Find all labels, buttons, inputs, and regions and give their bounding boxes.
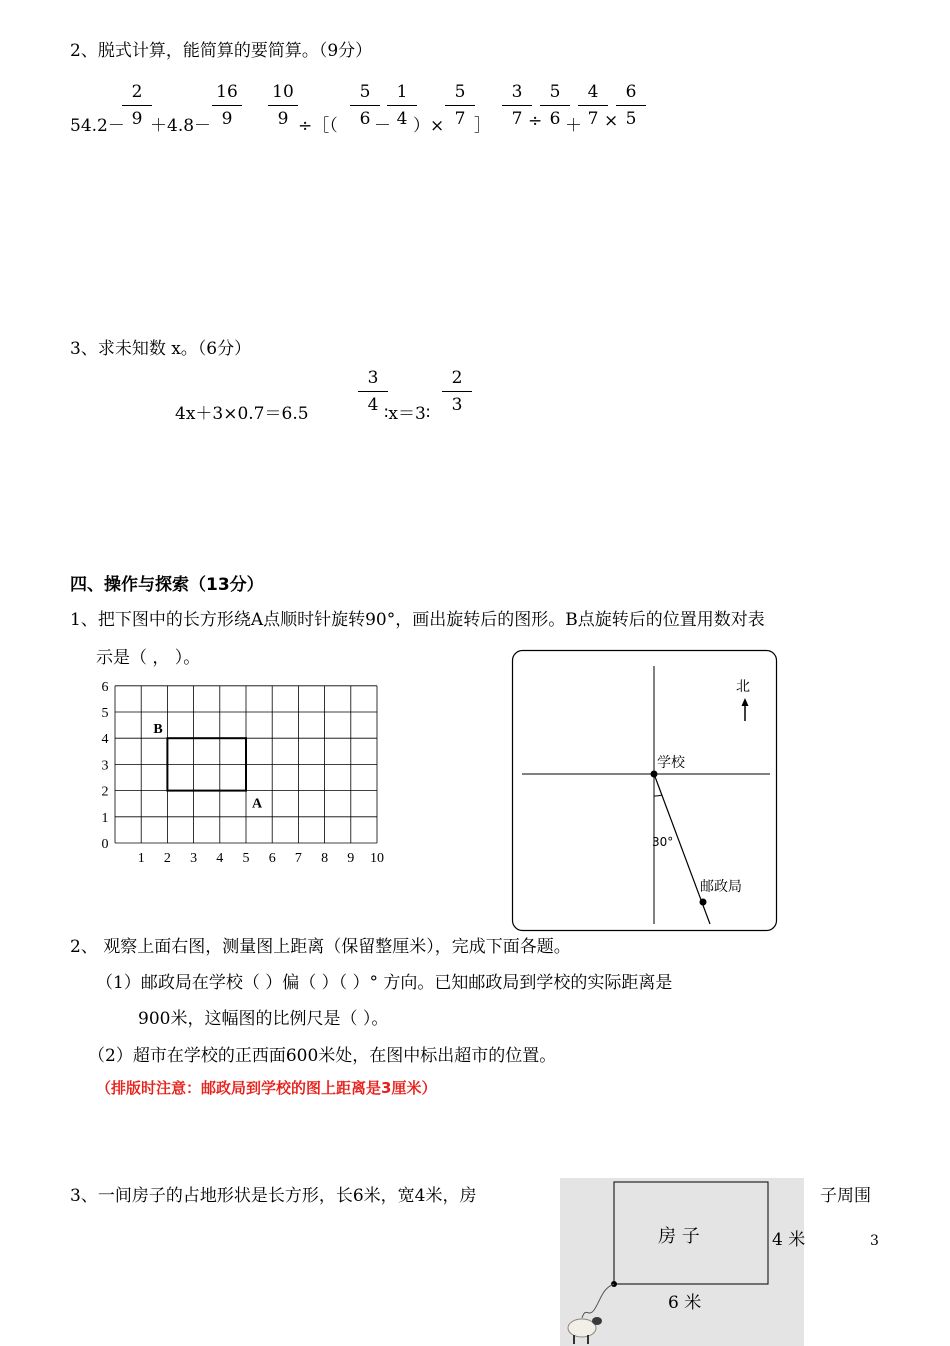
expr2-op-1: ÷［（ [298, 116, 338, 136]
x-axis-tick-label: 9 [347, 851, 355, 866]
q3-equation-1: 4x＋3×0.7＝6.5 [175, 404, 309, 424]
x-axis-tick-label: 5 [242, 851, 250, 866]
layout-note: （排版时注意：邮政局到学校的图上距离是3厘米） [96, 1079, 437, 1097]
expr2-op-2: － [374, 116, 391, 136]
expr2-fraction-1: $\frac{10}{9}$ [268, 84, 298, 128]
x-axis-tick-label: 6 [268, 851, 276, 866]
x-axis-tick-label: 7 [294, 851, 302, 866]
length-label: 6 米 [668, 1293, 702, 1313]
post-office-label: 邮政局 [700, 879, 742, 895]
rope-line [582, 1284, 614, 1318]
section-4-q2-1-line-1: （1）邮政局在学校（ ）偏（ ）（ ）° 方向。已知邮政局到学校的实际距离是 [96, 973, 673, 993]
x-axis-tick-label: 4 [216, 851, 224, 866]
point-b-label: B [153, 722, 163, 738]
section-4-title: 四、操作与探索（13分） [70, 575, 264, 595]
x-axis-tick-label: 1 [137, 851, 145, 866]
expr2-fraction-4: $\frac{5}{7}$ [445, 84, 475, 128]
expr3-op-2: ＋ [565, 116, 582, 136]
expr3-op-3: × [604, 111, 619, 131]
q2-title: 2、脱式计算，能简算的要简算。（9分） [70, 41, 373, 61]
y-axis-tick-label: 5 [101, 706, 109, 721]
eq2-fraction-1: $\frac{3}{4}$ [358, 370, 388, 414]
house-figure [560, 1178, 804, 1346]
section-4-q2-1-line-2: 900米，这幅图的比例尺是（ ）。 [138, 1009, 389, 1029]
y-axis-tick-label: 3 [101, 758, 109, 774]
y-axis-tick-label: 0 [101, 837, 109, 852]
expr3-fraction-4: $\frac{6}{5}$ [616, 84, 646, 128]
x-axis-tick-label: 8 [321, 851, 329, 866]
y-axis-tick-label: 2 [101, 784, 109, 800]
x-axis-tick-label: 10 [370, 851, 384, 866]
section-4-q1-line-2: 示是（ ， ）。 [96, 648, 201, 668]
width-label: 4 米 [772, 1230, 806, 1250]
sheep-icon [568, 1317, 602, 1344]
expr3-fraction-1: $\frac{3}{7}$ [502, 84, 532, 128]
point-a-label: A [252, 796, 263, 812]
school-label: 学校 [657, 755, 685, 771]
expr1-mid: ＋4.8－ [150, 116, 212, 136]
section-4-q2-2: （2）超市在学校的正西面600米处，在图中标出超市的位置。 [88, 1046, 557, 1066]
expr1-fraction-1: $\frac{2}{9}$ [122, 84, 152, 128]
house-diagram [560, 1178, 804, 1346]
section-4-q3-text: 3、一间房子的占地形状是长方形，长6米，宽4米，房 [70, 1186, 477, 1206]
expr2-fraction-2: $\frac{5}{6}$ [350, 84, 380, 128]
y-axis-tick-label: 1 [101, 810, 109, 826]
section-4-q3-text-continued: 子周围 [820, 1186, 871, 1206]
angle-label: 30° [652, 835, 674, 849]
section-4-q2-title: 2、 观察上面右图，测量图上距离（保留整厘米），完成下面各题。 [70, 937, 571, 957]
q3-title: 3、求未知数 x。（6分） [70, 339, 252, 359]
y-axis-tick-label: 4 [101, 732, 109, 748]
expr1-fraction-2: $\frac{16}{9}$ [212, 84, 242, 128]
expr2-fraction-3: $\frac{1}{4}$ [387, 84, 417, 128]
house-label: 房 子 [658, 1226, 700, 1247]
x-axis-tick-label: 2 [163, 851, 171, 866]
expr3-fraction-3: $\frac{4}{7}$ [578, 84, 608, 128]
school-point [651, 771, 658, 778]
expr2-op-3: ）× [413, 116, 445, 136]
eq2-fraction-2: $\frac{2}{3}$ [442, 370, 472, 414]
north-label: 北 [736, 679, 750, 695]
expr2-close: ］ [474, 116, 491, 136]
coordinate-grid[interactable] [95, 676, 395, 866]
eq2-rest: ∶x＝3∶ [384, 404, 431, 424]
y-axis-tick-label: 6 [101, 679, 109, 695]
section-4-q1-line-1: 1、把下图中的长方形绕A点顺时针旋转90°，画出旋转后的图形。B点旋转后的位置用数对表 [70, 610, 765, 630]
expr3-op-1: ÷ [528, 111, 543, 131]
x-axis-tick-label: 3 [190, 851, 198, 866]
direction-map[interactable] [512, 650, 778, 932]
post-office-point [700, 899, 707, 906]
expr1-lead: 54.2－ [70, 116, 125, 136]
expr3-fraction-2: $\frac{5}{6}$ [540, 84, 570, 128]
page-number: 3 [870, 1233, 879, 1249]
